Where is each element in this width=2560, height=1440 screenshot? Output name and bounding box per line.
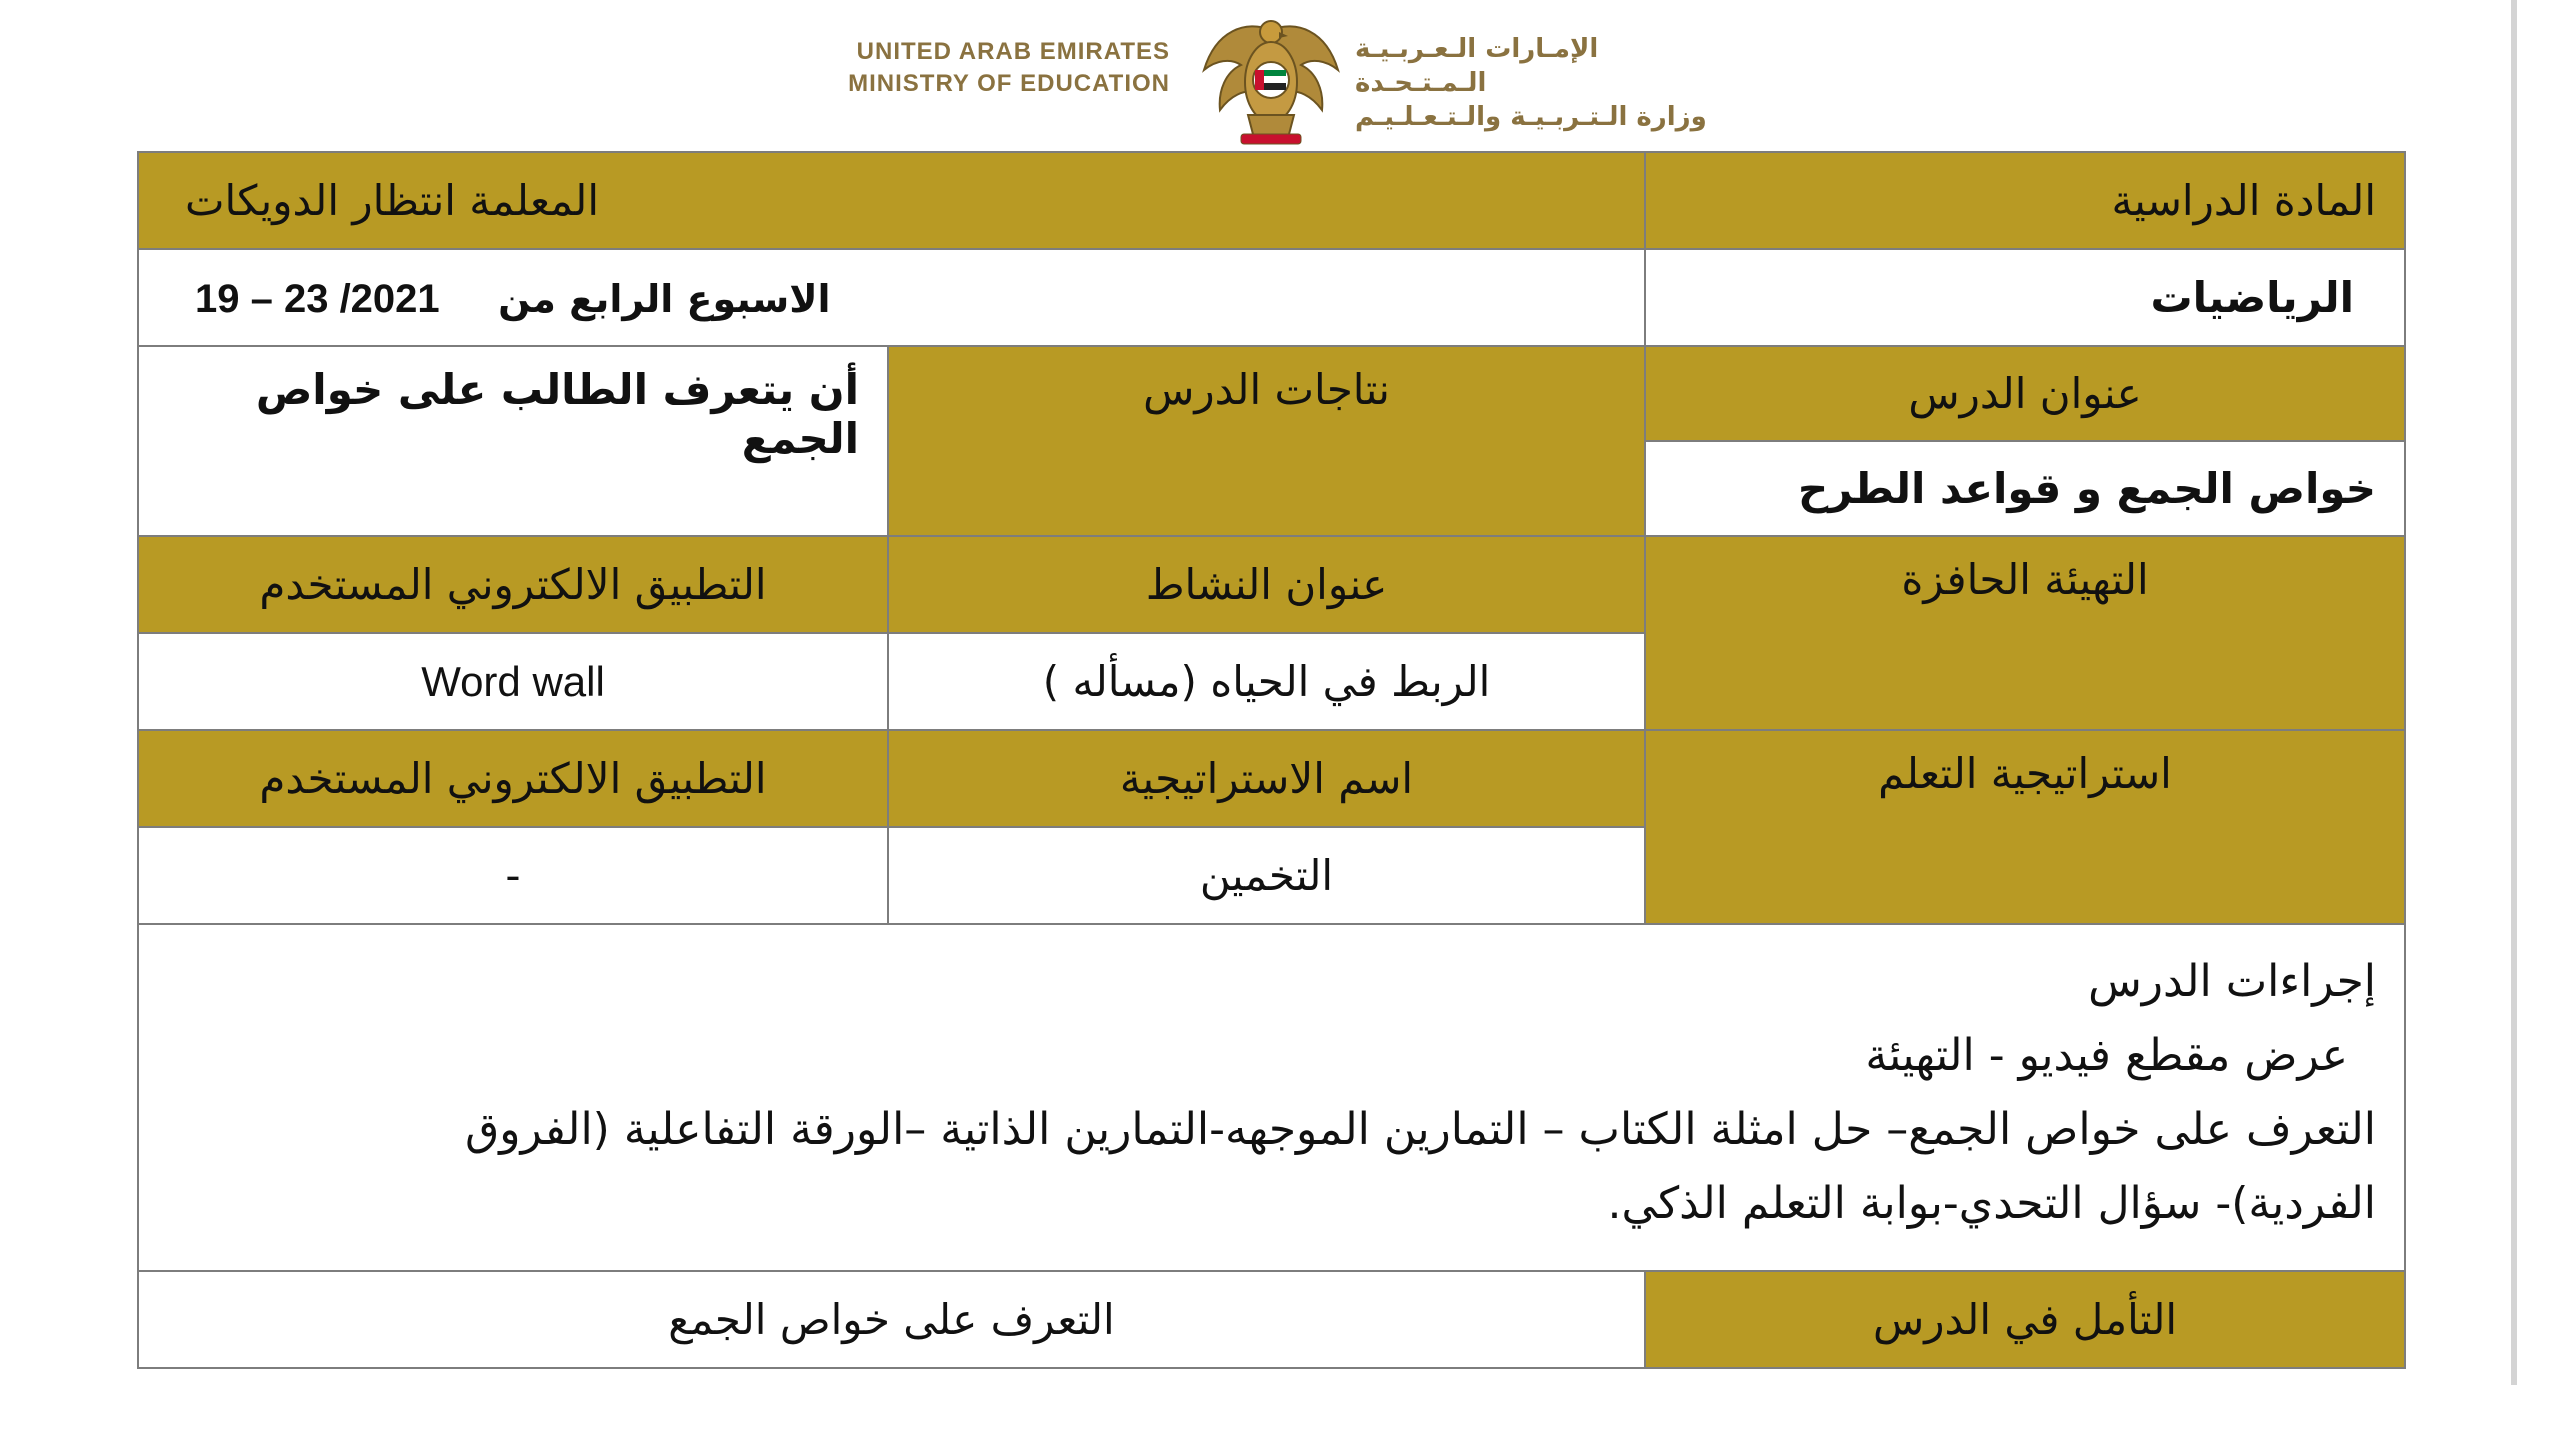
lesson-title-label: عنوان الدرس — [1908, 369, 2142, 418]
table-row — [138, 1271, 2405, 1368]
strategy-name-value: التخمين — [1199, 851, 1334, 900]
strategy-name-label-cell — [888, 730, 1645, 827]
strategy-name-cell — [888, 827, 1645, 924]
subject-label-cell — [1645, 152, 2405, 249]
lesson-title-value: خواص الجمع و قواعد الطرح — [1797, 464, 2376, 513]
table-row — [138, 730, 2405, 827]
procedures-title: إجراءات الدرس — [2088, 956, 2376, 1007]
app-label-1: التطبيق الالكتروني المستخدم — [259, 560, 767, 609]
table-row — [138, 924, 2405, 1271]
procedures-line-2: التعرف على خواص الجمع– حل امثلة الكتاب – التمارين الموجهه-التمارين الذاتية –الورقة التفاعلية (الفروق — [465, 1104, 2376, 1155]
ministry-en-line1: UNITED ARAB EMIRATES — [856, 38, 1170, 65]
table-row — [138, 536, 2405, 633]
table-row — [138, 346, 2405, 441]
ministry-name-english — [740, 36, 1170, 100]
outcomes-label: نتاجات الدرس — [1143, 365, 1390, 414]
motivation-label: التهيئة الحافزة — [1901, 555, 2149, 604]
activity-title-label-cell — [888, 536, 1645, 633]
outcomes-label-cell — [888, 346, 1645, 536]
lesson-plan-table — [137, 151, 2406, 1369]
app-label-2: التطبيق الالكتروني المستخدم — [259, 754, 767, 803]
week-dates: 19 – 23 /2021 — [195, 277, 440, 321]
app-cell-1 — [138, 633, 888, 730]
reflection-cell — [138, 1271, 1645, 1368]
reflection-value: التعرف على خواص الجمع — [668, 1295, 1115, 1344]
app-value-2: - — [505, 851, 521, 900]
subject-label: المادة الدراسية — [2111, 176, 2376, 225]
lesson-title-cell — [1645, 441, 2405, 536]
table-row — [138, 249, 2405, 346]
activity-title-label: عنوان النشاط — [1145, 560, 1388, 609]
teacher-cell — [138, 152, 1645, 249]
table-row — [138, 152, 2405, 249]
week-cell — [138, 249, 1645, 346]
reflection-label: التأمل في الدرس — [1872, 1295, 2178, 1344]
outcome-value: أن يتعرف الطالب على خواص الجمع — [255, 365, 859, 463]
motivation-label-cell — [1645, 536, 2405, 730]
lesson-title-label-cell — [1645, 346, 2405, 441]
activity-title-cell — [888, 633, 1645, 730]
strategy-name-label: اسم الاستراتيجية — [1119, 754, 1414, 803]
app-label-cell-2 — [138, 730, 888, 827]
ministry-name-arabic — [1355, 32, 1735, 134]
outcome-cell — [138, 346, 888, 536]
strategy-label-cell — [1645, 730, 2405, 924]
subject-value: الرياضيات — [2150, 273, 2354, 322]
reflection-label-cell — [1645, 1271, 2405, 1368]
activity-title-value: الربط في الحياه (مسأله ) — [1042, 657, 1491, 706]
procedures-cell — [138, 924, 2405, 1271]
app-label-cell-1 — [138, 536, 888, 633]
ministry-en-line2: MINISTRY OF EDUCATION — [848, 70, 1170, 97]
week-label: الاسبوع الرابع من — [498, 277, 831, 321]
procedures-line-3: الفردية)- سؤال التحدي-بوابة التعلم الذكي. — [1607, 1178, 2376, 1229]
strategy-label: استراتيجية التعلم — [1878, 749, 2172, 798]
uae-falcon-emblem-icon — [1196, 10, 1346, 150]
ministry-ar-line1: الإمـارات الـعـربـيـة الـمـتـحـدة — [1355, 34, 1599, 98]
ministry-ar-line2: وزارة الـتـربـيـة والـتـعـلـيـم — [1355, 102, 1707, 132]
app-value-1: Word wall — [421, 657, 605, 705]
subject-cell — [1645, 249, 2405, 346]
procedures-line-1: عرض مقطع فيديو - التهيئة — [1865, 1030, 2348, 1081]
teacher-name: المعلمة انتظار الدويكات — [185, 176, 599, 225]
app-cell-2 — [138, 827, 888, 924]
page-edge-divider — [2511, 0, 2517, 1385]
